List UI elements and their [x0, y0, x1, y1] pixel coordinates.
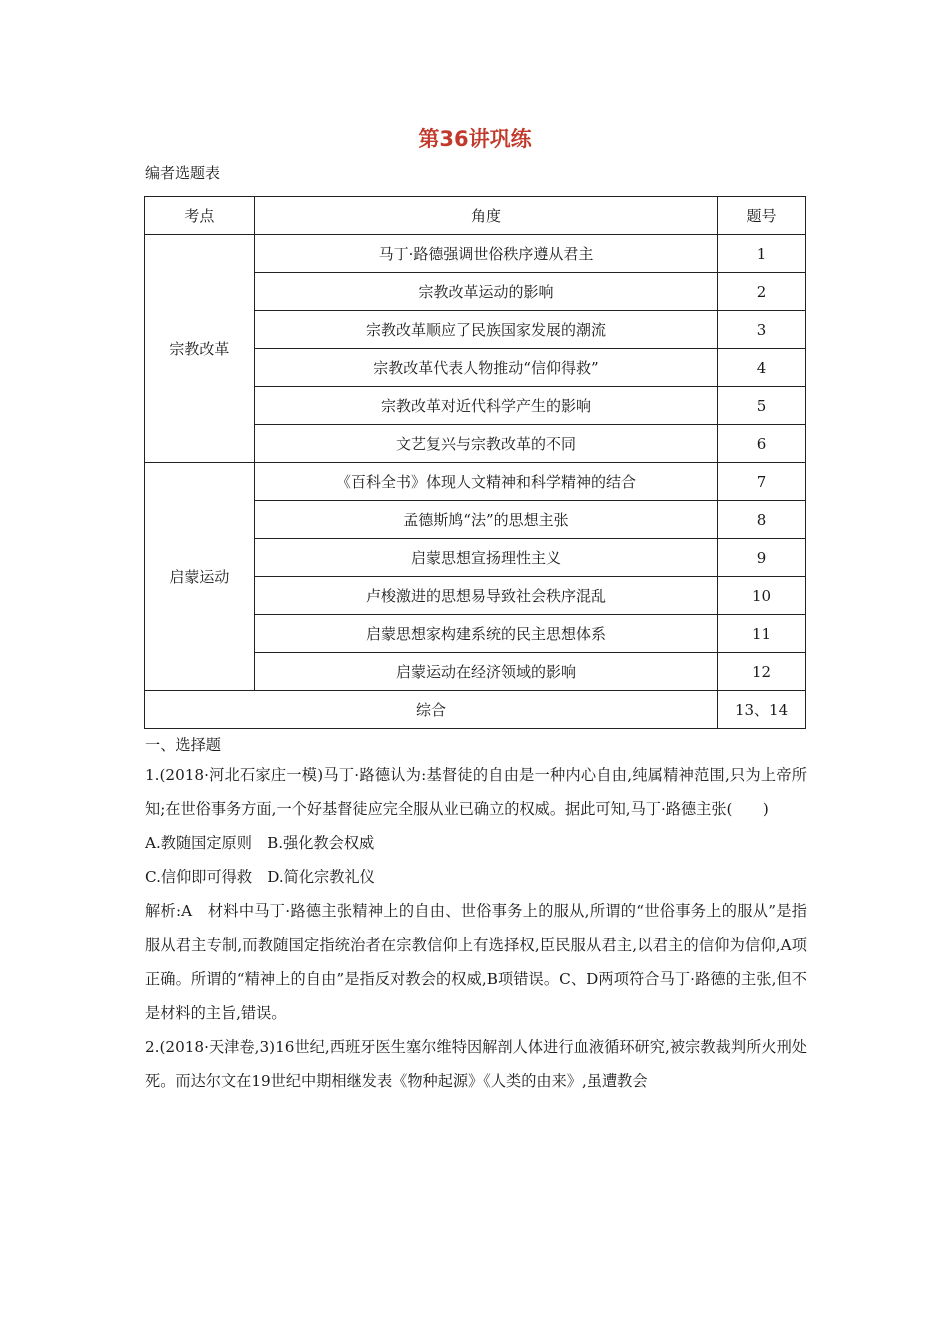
table-row — [145, 235, 806, 273]
angle-cell: 宗教改革对近代科学产生的影响 — [254, 387, 717, 425]
question-1-analysis: 解析:A 材料中马丁·路德主张精神上的自由、世俗事务上的服从,所谓的“世俗事务上的服从”是指服从君主专制,而教随国定指统治者在宗教信仰上有选择权,臣民服从君主,以君主的信仰为信仰,A项正确。所谓的“精神上的自由”是指反对教会的权威,B项错误。C、D两项符合马丁·路德的主张,但不是材料的主旨,错误。 — [145, 902, 807, 1022]
table-row — [145, 463, 806, 501]
number-cell: 9 — [718, 539, 806, 577]
header-topic: 考点 — [145, 197, 255, 235]
question-section — [145, 732, 807, 1098]
number-cell: 5 — [718, 387, 806, 425]
angle-cell: 宗教改革代表人物推动“信仰得救” — [254, 349, 717, 387]
summary-label: 综合 — [145, 691, 718, 729]
topic-cell: 启蒙运动 — [145, 463, 255, 691]
number-cell: 11 — [718, 615, 806, 653]
number-cell: 10 — [718, 577, 806, 615]
topic-cell: 宗教改革 — [145, 235, 255, 463]
number-cell: 2 — [718, 273, 806, 311]
angle-cell: 卢梭激进的思想易导致社会秩序混乱 — [254, 577, 717, 615]
angle-cell: 启蒙思想宣扬理性主义 — [254, 539, 717, 577]
angle-cell: 启蒙思想家构建系统的民主思想体系 — [254, 615, 717, 653]
number-cell: 7 — [718, 463, 806, 501]
section-heading: 一、选择题 — [145, 736, 221, 754]
summary-number: 13、14 — [718, 691, 806, 729]
number-cell: 6 — [718, 425, 806, 463]
angle-cell: 《百科全书》体现人文精神和科学精神的结合 — [254, 463, 717, 501]
angle-cell: 孟德斯鸠“法”的思想主张 — [254, 501, 717, 539]
number-cell: 3 — [718, 311, 806, 349]
summary-row — [145, 691, 806, 729]
question-1-options-cd: C.信仰即可得救 D.简化宗教礼仪 — [145, 868, 375, 886]
question-1-stem: 1.(2018·河北石家庄一模)马丁·路德认为:基督徒的自由是一种内心自由,纯属精神范围,只为上帝所知;在世俗事务方面,一个好基督徒应完全服从业已确立的权威。据此可知,马丁·路德主张( ) — [145, 766, 807, 818]
header-number: 题号 — [718, 197, 806, 235]
angle-cell: 宗教改革运动的影响 — [254, 273, 717, 311]
number-cell: 1 — [718, 235, 806, 273]
number-cell: 12 — [718, 653, 806, 691]
number-cell: 4 — [718, 349, 806, 387]
question-2-stem: 2.(2018·天津卷,3)16世纪,西班牙医生塞尔维特因解剖人体进行血液循环研究,被宗教裁判所火刑处死。而达尔文在19世纪中期相继发表《物种起源》《人类的由来》,虽遭教会 — [145, 1038, 807, 1090]
number-cell: 8 — [718, 501, 806, 539]
table-caption: 编者选题表 — [145, 164, 221, 182]
topic-selection-table — [144, 196, 806, 729]
angle-cell: 宗教改革顺应了民族国家发展的潮流 — [254, 311, 717, 349]
question-1-options-ab: A.教随国定原则 B.强化教会权威 — [145, 834, 375, 852]
angle-cell: 文艺复兴与宗教改革的不同 — [254, 425, 717, 463]
header-angle: 角度 — [254, 197, 717, 235]
table-header-row — [145, 197, 806, 235]
angle-cell: 马丁·路德强调世俗秩序遵从君主 — [254, 235, 717, 273]
angle-cell: 启蒙运动在经济领域的影响 — [254, 653, 717, 691]
page-title: 第36讲巩练 — [418, 127, 532, 151]
